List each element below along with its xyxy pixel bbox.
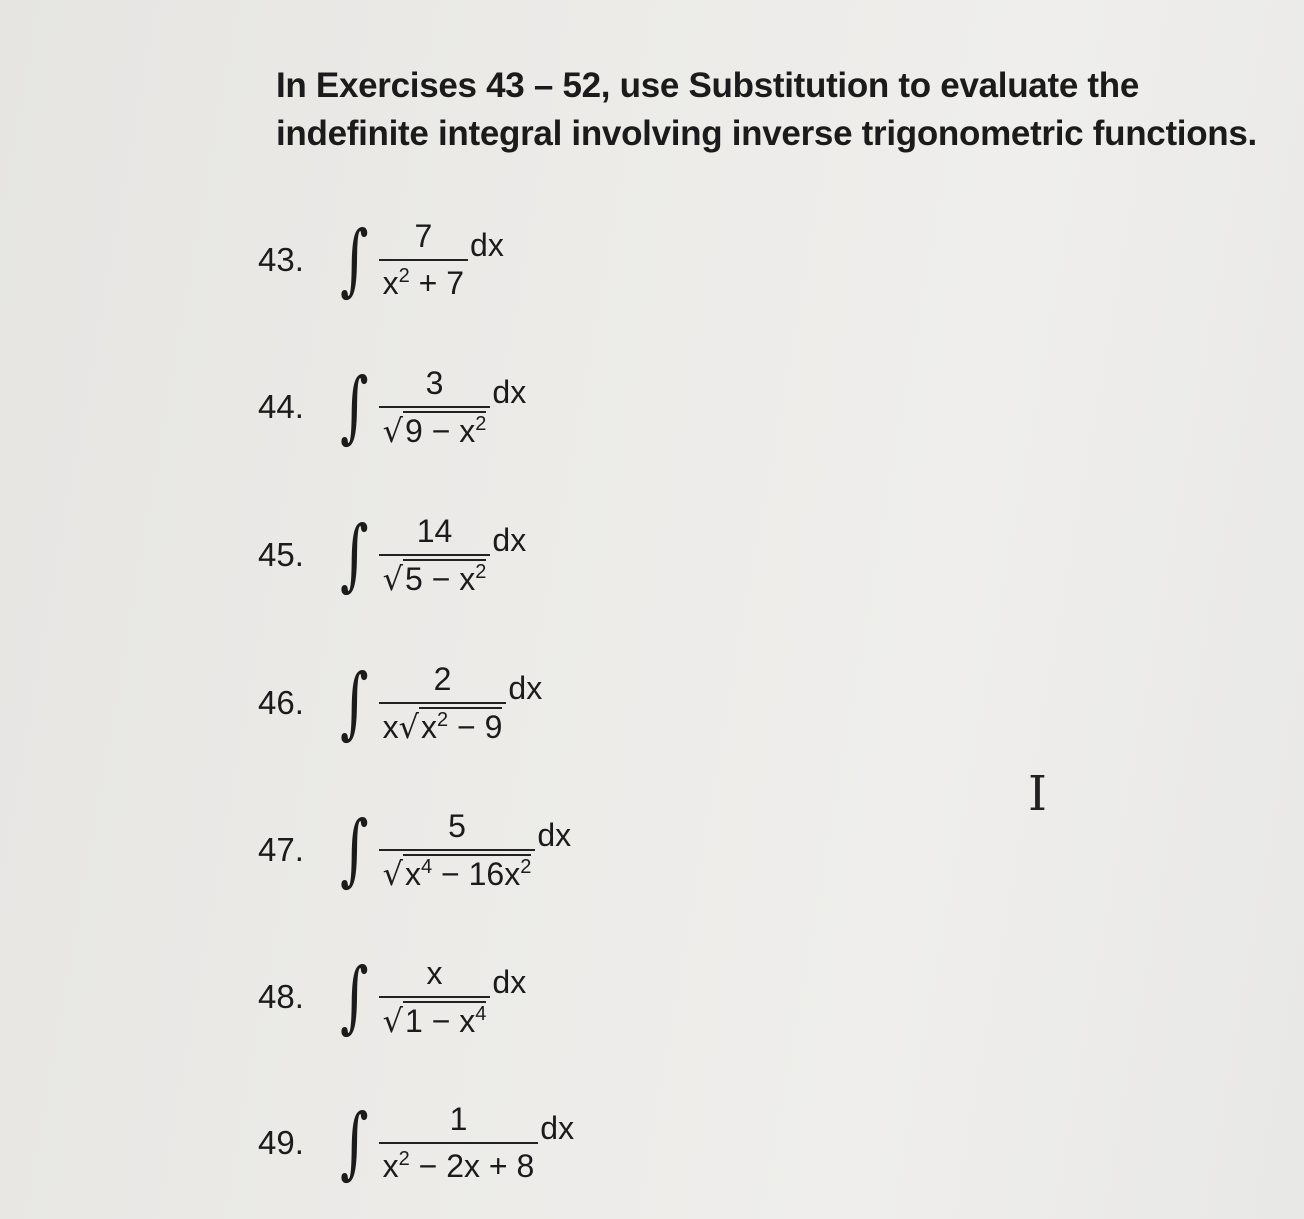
exponent: 4 (475, 1002, 487, 1025)
exercise-number: 43. (258, 241, 304, 278)
term: 5 − x (405, 560, 476, 597)
fraction (379, 513, 491, 598)
radical-sign: √ (382, 1001, 404, 1040)
term: + 7 (409, 265, 465, 301)
exercise-item (258, 210, 504, 310)
radicand (403, 854, 531, 893)
term: x (421, 708, 438, 745)
exercise-item (258, 653, 542, 753)
integral-sign: ∫ (340, 510, 369, 600)
denominator (379, 406, 491, 450)
numerator: 2 (433, 660, 452, 697)
exponent: 2 (398, 1148, 410, 1170)
exercise-number: 47. (258, 831, 304, 868)
radical-sign: √ (398, 707, 420, 746)
exercise-item (258, 947, 526, 1047)
exercise-number: 45. (258, 536, 304, 573)
radical-sign: √ (382, 411, 404, 450)
instructions-heading: In Exercises 43 – 52, use Substitution to evaluate the indefinite integral involving inverse trigonometric functions. (276, 66, 1257, 153)
term: x (405, 855, 422, 892)
exponent: 2 (475, 412, 487, 435)
denominator (379, 554, 491, 598)
numerator: 1 (449, 1101, 468, 1137)
fraction (379, 365, 491, 450)
term: 1 − x (405, 1002, 476, 1039)
numerator: 14 (416, 512, 453, 549)
exercise-number: 49. (258, 1124, 304, 1161)
exercise-item (258, 800, 571, 900)
integral-sign: ∫ (340, 952, 369, 1042)
term: x (382, 1148, 399, 1184)
integral-sign: ∫ (340, 362, 369, 452)
differential: dx (470, 226, 504, 263)
fraction (379, 661, 507, 746)
differential: dx (537, 816, 572, 853)
term: x (382, 265, 399, 301)
exercise-number: 44. (258, 388, 304, 425)
text-cursor-icon: I (1028, 766, 1047, 822)
denominator (379, 259, 468, 302)
radical-sign: √ (382, 854, 404, 893)
exercise-item (258, 357, 526, 457)
numerator: 7 (414, 218, 433, 254)
fraction (379, 1101, 539, 1185)
radicand (403, 411, 486, 450)
differential: dx (492, 521, 527, 558)
denominator (379, 702, 507, 746)
differential: dx (492, 963, 527, 1000)
exponent: 2 (475, 560, 487, 583)
term: − 16x (432, 855, 521, 892)
term: − 2x + 8 (409, 1148, 535, 1184)
radical-sign: √ (382, 559, 404, 598)
numerator: x (426, 954, 443, 991)
exercise-item (258, 505, 526, 605)
integral-sign: ∫ (340, 805, 369, 895)
exponent: 2 (520, 855, 532, 878)
exponent: 2 (437, 708, 449, 731)
integral-sign: ∫ (340, 215, 369, 305)
numerator: 3 (425, 364, 444, 401)
denominator (379, 849, 536, 893)
integral-sign: ∫ (340, 1098, 369, 1188)
fraction (379, 808, 536, 893)
term: − 9 (448, 708, 503, 745)
numerator: 5 (448, 807, 466, 844)
differential: dx (540, 1109, 575, 1146)
denominator (379, 1142, 539, 1185)
exercise-number: 48. (258, 978, 304, 1015)
radicand (419, 707, 502, 746)
radicand (403, 1001, 486, 1040)
radicand (403, 559, 486, 598)
fraction (379, 218, 468, 302)
term: 9 − x (405, 412, 476, 449)
exponent: 2 (398, 265, 410, 287)
differential: dx (492, 373, 527, 410)
denominator (379, 996, 491, 1040)
differential: dx (508, 669, 543, 706)
exercise-number: 46. (258, 684, 304, 721)
fraction (379, 955, 491, 1040)
integral-sign: ∫ (340, 658, 369, 748)
denominator-prefix: x (382, 708, 399, 745)
exponent: 4 (421, 855, 433, 878)
exercise-item (258, 1093, 574, 1193)
